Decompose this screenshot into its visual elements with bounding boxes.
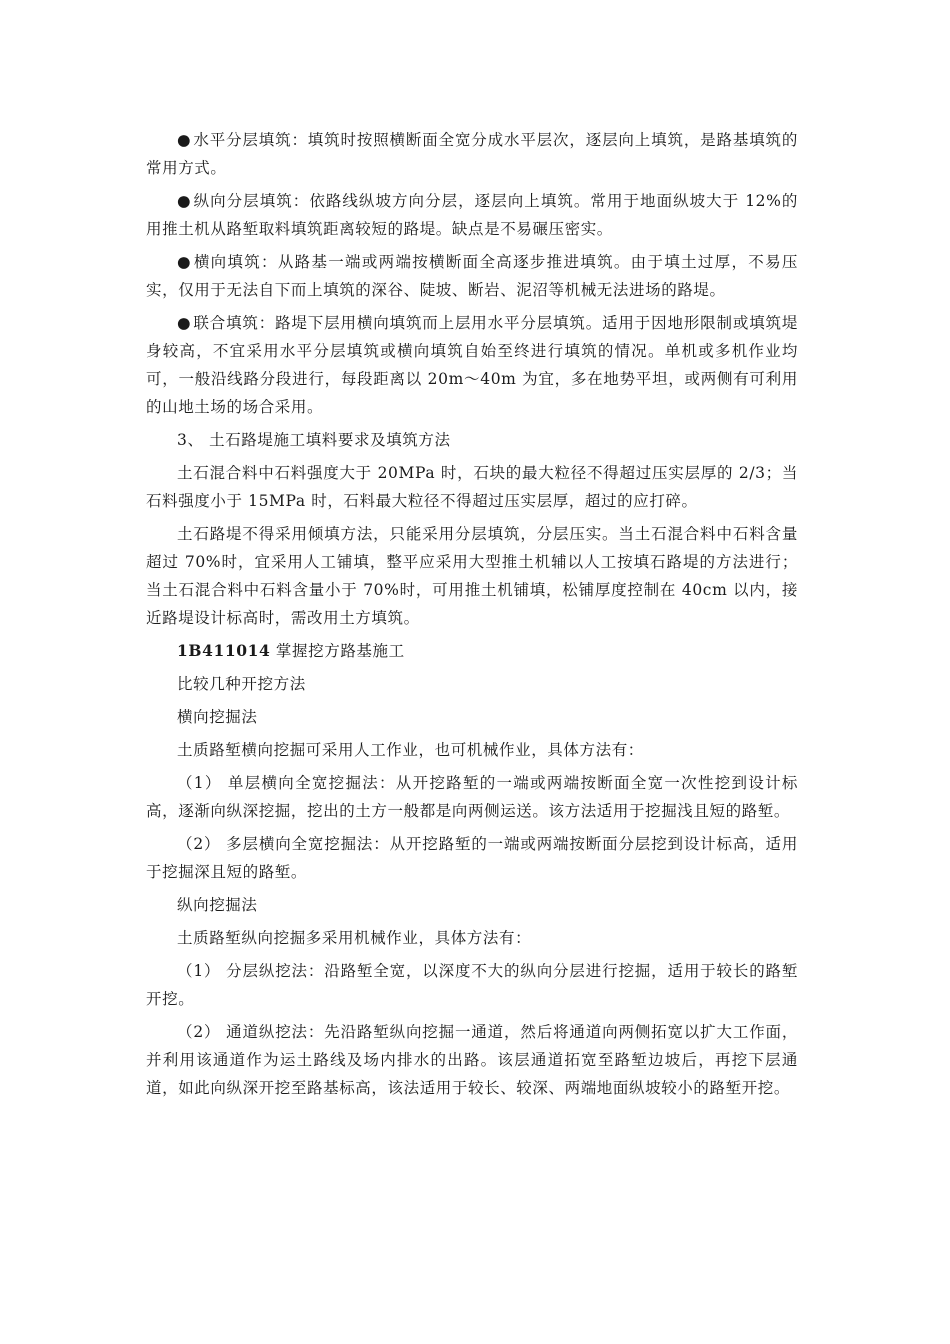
bullet-icon: ●: [177, 253, 192, 271]
paragraph-text: 水平分层填筑：填筑时按照横断面全宽分成水平层次，逐层向上填筑，是路基填筑的常用方式。: [146, 131, 799, 177]
subheading-longitudinal-excavation: 纵向挖掘法: [177, 896, 258, 914]
subheading-earth-rock-embankment: 3、 土石路堤施工填料要求及填筑方法: [177, 431, 451, 449]
paragraph-layered-filling: 土石路堤不得采用倾填方法，只能采用分层填筑，分层压实。当土石混合料中石料含量超过 70%时，宜采用人工铺填，整平应采用大型推土机辅以人工按填石路堤的方法进行；当土石混合料中石料含量小于 70%时，可用推土机铺填，松铺厚度控制在 40cm 以内，接近路堤设计标高时，需改用土方填筑。: [146, 525, 798, 627]
paragraph-longitudinal-intro: 土质路堑纵向挖掘多采用机械作业，具体方法有：: [177, 929, 532, 947]
bullet-paragraph-transverse-fill: [146, 248, 798, 304]
paragraph-stone-strength: 土石混合料中石料强度大于 20MPa 时，石块的最大粒径不得超过压实层厚的 2/3；当石料强度小于 15MPa 时，石料最大粒径不得超过压实层厚，超过的应打碎。: [146, 464, 798, 510]
bullet-paragraph-horizontal-layer-fill: [146, 126, 798, 182]
document-page: [146, 126, 798, 1107]
paragraph-channel-longitudinal-method: （2） 通道纵挖法：先沿路堑纵向挖掘一通道，然后将通道向两侧拓宽以扩大工作面，并利用该通道作为运土路线及场内排水的出路。该层通道拓宽至路堑边坡后，再挖下层通道，如此向纵深开挖至路基标高，该法适用于较长、较深、两端地面纵坡较小的路堑开挖。: [146, 1023, 798, 1097]
paragraph-text: 联合填筑：路堤下层用横向填筑而上层用水平分层填筑。适用于因地形限制或填筑堤身较高，不宜采用水平分层填筑或横向填筑自始至终进行填筑的情况。单机或多机作业均可，一般沿线路分段进行，每段距离以 20m～40m 为宜，多在地势平坦，或两侧有可利用的山地土场的场合采用。: [146, 314, 799, 416]
bullet-icon: ●: [177, 314, 192, 332]
subheading-compare-methods: 比较几种开挖方法: [177, 675, 306, 693]
bullet-paragraph-longitudinal-layer-fill: [146, 187, 798, 243]
bullet-icon: ●: [177, 131, 192, 149]
paragraph-text: 纵向分层填筑：依路线纵坡方向分层，逐层向上填筑。常用于地面纵坡大于 12%的用推土机从路堑取料填筑距离较短的路堤。缺点是不易碾压密实。: [146, 192, 798, 238]
paragraph-text: 横向填筑：从路基一端或两端按横断面全高逐步推进填筑。由于填土过厚，不易压实，仅用于无法自下而上填筑的深谷、陡坡、断岩、泥沼等机械无法进场的路堤。: [146, 253, 798, 299]
section-title: 掌握挖方路基施工: [270, 642, 405, 660]
section-code: 1B411014: [177, 641, 271, 660]
paragraph-single-layer-method: （1） 单层横向全宽挖掘法：从开挖路堑的一端或两端按断面全宽一次性挖到设计标高，逐渐向纵深挖掘，挖出的土方一般都是向两侧运送。该方法适用于挖掘浅且短的路堑。: [146, 774, 798, 820]
paragraph-transverse-intro: 土质路堑横向挖掘可采用人工作业，也可机械作业，具体方法有：: [177, 741, 644, 759]
paragraph-layered-longitudinal-method: （1） 分层纵挖法：沿路堑全宽，以深度不大的纵向分层进行挖掘，适用于较长的路堑开挖。: [146, 962, 798, 1008]
subheading-transverse-excavation: 横向挖掘法: [177, 708, 258, 726]
section-heading: [146, 637, 798, 665]
paragraph-multi-layer-method: （2） 多层横向全宽挖掘法：从开挖路堑的一端或两端按断面分层挖到设计标高，适用于挖掘深且短的路堑。: [146, 835, 798, 881]
bullet-paragraph-combined-fill: [146, 309, 798, 421]
bullet-icon: ●: [177, 192, 192, 210]
